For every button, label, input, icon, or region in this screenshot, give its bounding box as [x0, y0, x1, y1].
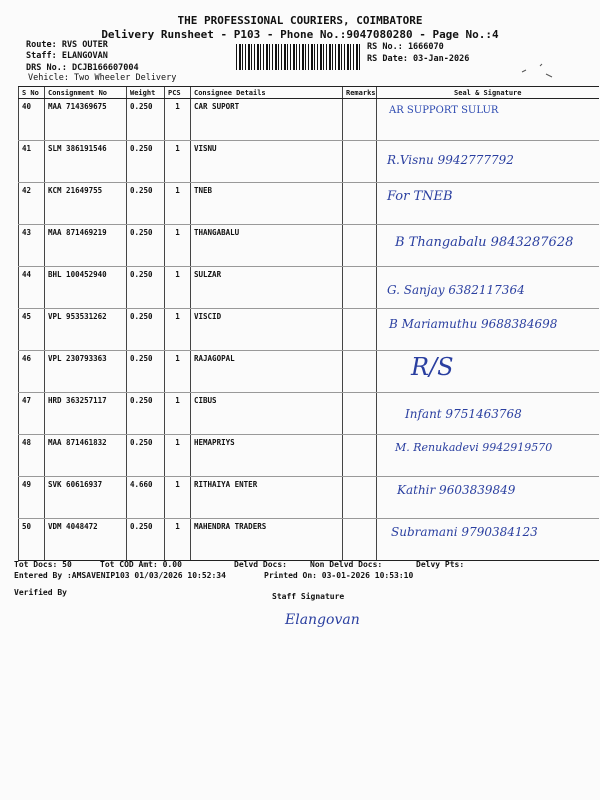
- vehicle-label: Vehicle: Two Wheeler Delivery: [28, 73, 177, 83]
- cell-remarks: [343, 519, 377, 561]
- cell-pcs: 1: [165, 141, 191, 183]
- cell-sno: 43: [19, 225, 45, 267]
- col-sno: S No: [19, 87, 45, 99]
- pen-mark: [520, 62, 554, 78]
- delivered-docs: Delvd Docs:: [234, 560, 287, 569]
- cell-sno: 49: [19, 477, 45, 519]
- cell-remarks: [343, 477, 377, 519]
- table-row: [19, 141, 599, 183]
- cell-weight: 0.250: [127, 225, 165, 267]
- handwritten-signature: Kathir 9603839849: [397, 483, 516, 497]
- table-row: [19, 393, 599, 435]
- cell-consignee: RITHAIYA ENTER: [191, 477, 343, 519]
- total-docs: Tot Docs: 50: [14, 560, 72, 569]
- cell-consignment: VPL 953531262: [45, 309, 127, 351]
- cell-consignee: SULZAR: [191, 267, 343, 309]
- cell-signature: [377, 183, 599, 225]
- cell-weight: 4.660: [127, 477, 165, 519]
- cell-sno: 45: [19, 309, 45, 351]
- cell-signature: [377, 477, 599, 519]
- rs-number: RS No.: 1666070: [367, 42, 444, 52]
- table-row: [19, 267, 599, 309]
- cell-sno: 40: [19, 99, 45, 141]
- company-name: THE PROFESSIONAL COURIERS, COIMBATORE: [177, 14, 423, 27]
- cell-remarks: [343, 183, 377, 225]
- cell-consignee: HEMAPRIYS: [191, 435, 343, 477]
- cell-consignee: CAR SUPORT: [191, 99, 343, 141]
- cell-consignee: RAJAGOPAL: [191, 351, 343, 393]
- cell-remarks: [343, 225, 377, 267]
- cell-signature: [377, 225, 599, 267]
- cell-consignment: MAA 714369675: [45, 99, 127, 141]
- cell-remarks: [343, 393, 377, 435]
- cell-remarks: [343, 99, 377, 141]
- entered-by: Entered By :AMSAVENIP103 01/03/2026 10:52:34: [14, 571, 226, 580]
- staff-signature-label: Staff Signature: [272, 592, 345, 601]
- handwritten-signature: Infant 9751463768: [405, 407, 522, 421]
- cell-pcs: 1: [165, 183, 191, 225]
- route-label: Route: RVS OUTER: [26, 40, 108, 50]
- cell-pcs: 1: [165, 393, 191, 435]
- verified-by-label: Verified By: [14, 588, 67, 597]
- cell-consignment: VPL 230793363: [45, 351, 127, 393]
- stamp-signature: AR SUPPORT SULUR: [389, 105, 499, 116]
- cell-consignment: VDM 4048472: [45, 519, 127, 561]
- cell-weight: 0.250: [127, 183, 165, 225]
- col-weight: Weight: [127, 87, 165, 99]
- cell-signature: [377, 435, 599, 477]
- cell-remarks: [343, 267, 377, 309]
- cell-pcs: 1: [165, 267, 191, 309]
- printed-on: Printed On: 03-01-2026 10:53:10: [264, 571, 414, 580]
- cell-pcs: 1: [165, 309, 191, 351]
- handwritten-signature: R.Visnu 9942777792: [387, 153, 514, 167]
- table-row: [19, 519, 599, 561]
- col-consignee: Consignee Details: [191, 87, 343, 99]
- cell-consignment: HRD 363257117: [45, 393, 127, 435]
- cell-remarks: [343, 351, 377, 393]
- col-signature: Seal & Signature: [377, 87, 599, 99]
- col-consignment: Consignment No: [45, 87, 127, 99]
- cell-remarks: [343, 435, 377, 477]
- cell-consignment: SLM 386191546: [45, 141, 127, 183]
- cell-sno: 47: [19, 393, 45, 435]
- cell-sno: 42: [19, 183, 45, 225]
- table-row: [19, 99, 599, 141]
- cell-weight: 0.250: [127, 351, 165, 393]
- staff-label: Staff: ELANGOVAN: [26, 51, 108, 61]
- handwritten-signature: G. Sanjay 6382117364: [387, 283, 525, 297]
- cell-consignment: BHL 100452940: [45, 267, 127, 309]
- cell-remarks: [343, 141, 377, 183]
- delivery-points: Delvy Pts:: [416, 560, 465, 569]
- cell-sno: 48: [19, 435, 45, 477]
- cell-consignee: TNEB: [191, 183, 343, 225]
- table-header-row: [19, 87, 599, 99]
- cell-pcs: 1: [165, 519, 191, 561]
- cell-weight: 0.250: [127, 267, 165, 309]
- cell-pcs: 1: [165, 351, 191, 393]
- cell-pcs: 1: [165, 477, 191, 519]
- rs-date: RS Date: 03-Jan-2026: [367, 54, 470, 64]
- runsheet-title: Delivery Runsheet - P103 - Phone No.:9047080280 - Page No.:4: [101, 28, 499, 41]
- handwritten-signature: R/S: [411, 353, 454, 381]
- cell-signature: [377, 309, 599, 351]
- handwritten-signature: B Mariamuthu 9688384698: [389, 317, 558, 331]
- cell-weight: 0.250: [127, 519, 165, 561]
- cell-pcs: 1: [165, 435, 191, 477]
- cell-weight: 0.250: [127, 393, 165, 435]
- table-row: [19, 351, 599, 393]
- cell-consignment: KCM 21649755: [45, 183, 127, 225]
- cell-signature: [377, 351, 599, 393]
- cell-remarks: [343, 309, 377, 351]
- cell-consignee: THANGABALU: [191, 225, 343, 267]
- cell-consignee: VISCID: [191, 309, 343, 351]
- cell-consignee: MAHENDRA TRADERS: [191, 519, 343, 561]
- cell-sno: 46: [19, 351, 45, 393]
- cell-weight: 0.250: [127, 435, 165, 477]
- cell-consignment: SVK 60616937: [45, 477, 127, 519]
- table-row: [19, 225, 599, 267]
- cell-pcs: 1: [165, 225, 191, 267]
- handwritten-signature: M. Renukadevi 9942919570: [395, 441, 553, 454]
- col-remarks: Remarks: [343, 87, 377, 99]
- barcode: [236, 44, 360, 70]
- cell-pcs: 1: [165, 99, 191, 141]
- cell-consignee: VISNU: [191, 141, 343, 183]
- cell-consignee: CIBUS: [191, 393, 343, 435]
- table-row: [19, 183, 599, 225]
- cell-sno: 50: [19, 519, 45, 561]
- cell-weight: 0.250: [127, 99, 165, 141]
- cell-weight: 0.250: [127, 309, 165, 351]
- cell-signature: [377, 267, 599, 309]
- staff-handwritten-signature: Elangovan: [285, 612, 360, 628]
- drs-number: DRS No.: DCJB166607004: [26, 63, 139, 73]
- total-cod-amount: Tot COD Amt: 0.00: [100, 560, 182, 569]
- table-row: [19, 477, 599, 519]
- cell-signature: [377, 519, 599, 561]
- cell-sno: 41: [19, 141, 45, 183]
- table-row: [19, 435, 599, 477]
- cell-consignment: MAA 871469219: [45, 225, 127, 267]
- handwritten-signature: Subramani 9790384123: [391, 525, 538, 539]
- non-delivered-docs: Non Delvd Docs:: [310, 560, 383, 569]
- cell-signature: [377, 141, 599, 183]
- cell-weight: 0.250: [127, 141, 165, 183]
- handwritten-signature: For TNEB: [387, 189, 453, 204]
- cell-consignment: MAA 871461832: [45, 435, 127, 477]
- cell-signature: [377, 99, 599, 141]
- cell-signature: [377, 393, 599, 435]
- table-row: [19, 309, 599, 351]
- handwritten-signature: B Thangabalu 9843287628: [395, 235, 574, 250]
- runsheet-table: [18, 86, 599, 561]
- cell-sno: 44: [19, 267, 45, 309]
- col-pcs: PCS: [165, 87, 191, 99]
